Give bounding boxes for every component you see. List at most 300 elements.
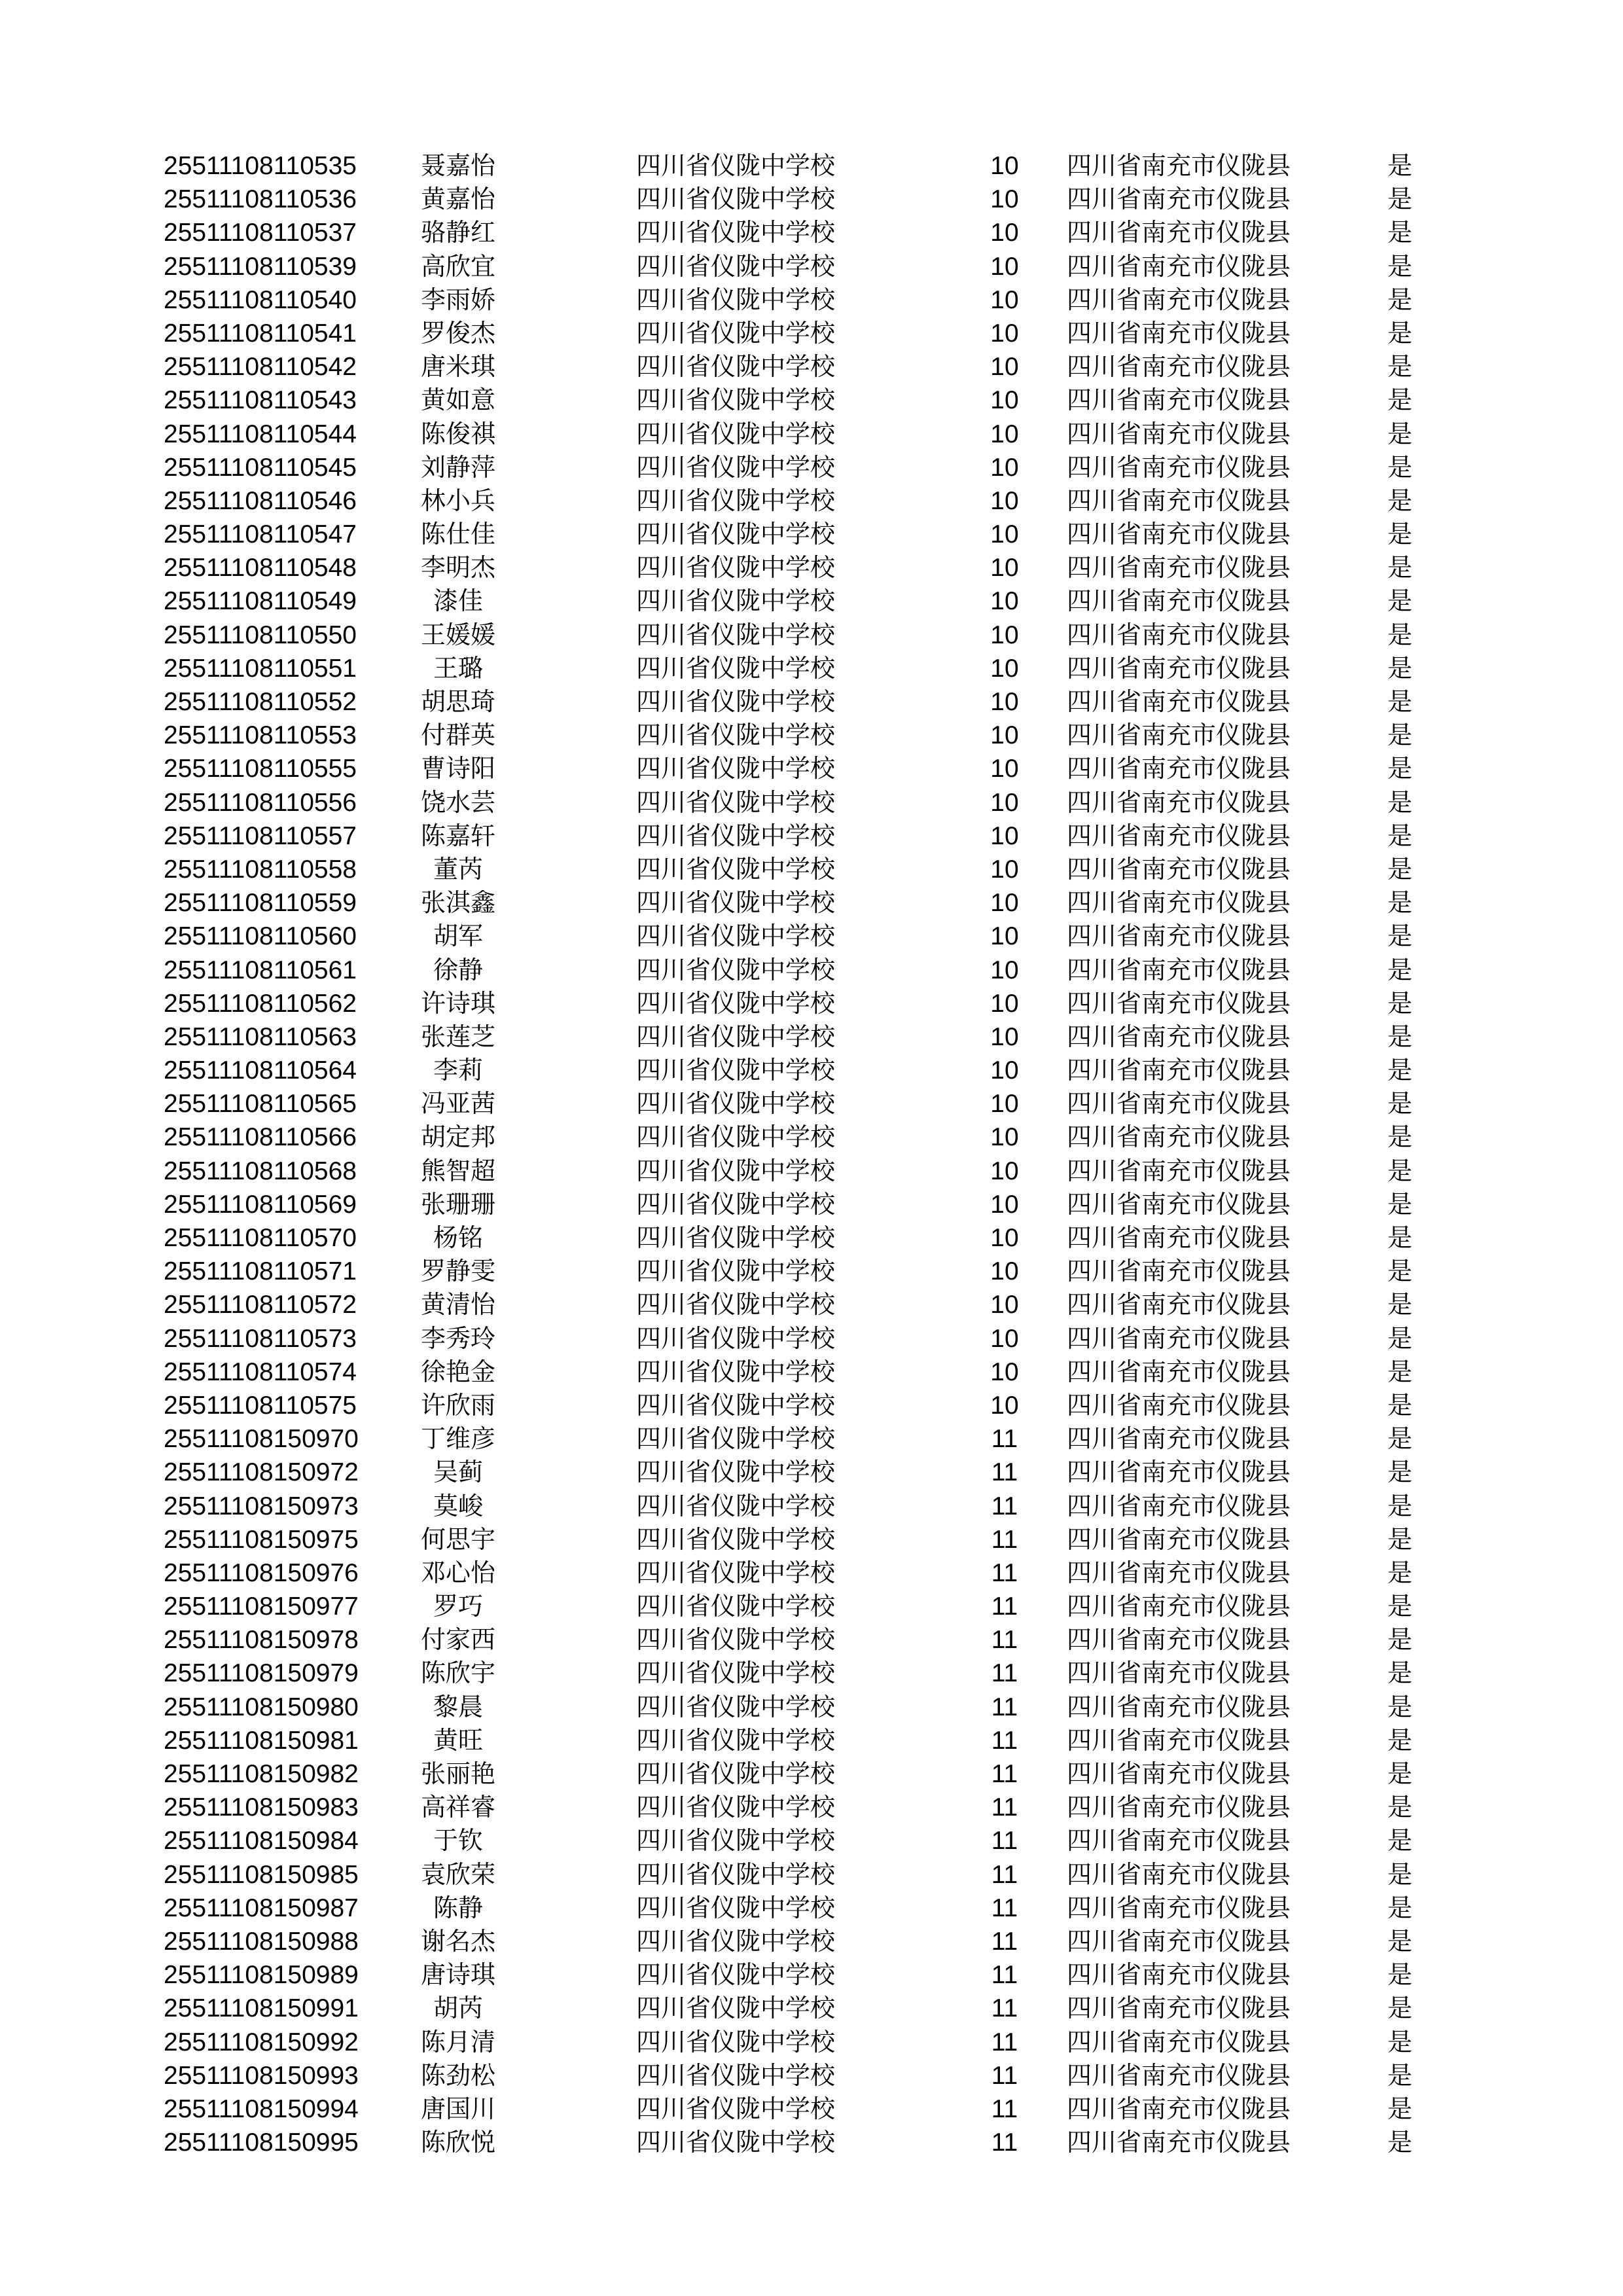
table-row xyxy=(0,1523,1623,1556)
school-cell: 四川省仪陇中学校 xyxy=(636,1592,836,1621)
flag-cell: 是 xyxy=(1387,1826,1413,1856)
table-row xyxy=(0,451,1623,484)
grade-cell: 10 xyxy=(990,219,1019,247)
student-name-cell: 胡芮 xyxy=(433,1994,483,2023)
table-row xyxy=(0,1925,1623,1958)
region-cell: 四川省南充市仪陇县 xyxy=(1067,2027,1291,2056)
flag-cell: 是 xyxy=(1387,1893,1413,1922)
flag-cell: 是 xyxy=(1387,1859,1413,1889)
school-cell: 四川省仪陇中学校 xyxy=(636,1859,836,1889)
student-id-cell: 25511108110555 xyxy=(164,755,357,783)
school-cell: 四川省仪陇中学校 xyxy=(636,419,836,448)
grade-cell: 11 xyxy=(991,2128,1018,2157)
grade-cell: 11 xyxy=(991,1793,1018,1822)
school-cell: 四川省仪陇中学校 xyxy=(636,1357,836,1386)
student-name-cell: 唐国川 xyxy=(420,2094,495,2123)
flag-cell: 是 xyxy=(1387,1189,1413,1219)
grade-cell: 11 xyxy=(991,1626,1018,1655)
student-name-cell: 陈月清 xyxy=(420,2027,495,2056)
grade-cell: 10 xyxy=(990,889,1019,918)
flag-cell: 是 xyxy=(1387,888,1413,918)
grade-cell: 10 xyxy=(990,1224,1019,1252)
student-name-cell: 邓心怡 xyxy=(420,1558,495,1587)
student-id-cell: 25511108110570 xyxy=(164,1224,357,1252)
school-cell: 四川省仪陇中学校 xyxy=(636,1960,836,1990)
flag-cell: 是 xyxy=(1387,787,1413,817)
region-cell: 四川省南充市仪陇县 xyxy=(1067,1390,1291,1420)
table-row xyxy=(0,1121,1623,1154)
student-name-cell: 张莲芝 xyxy=(420,1022,495,1051)
student-name-cell: 吴蓟 xyxy=(433,1458,483,1487)
student-name-cell: 唐米琪 xyxy=(420,352,495,382)
flag-cell: 是 xyxy=(1387,1491,1413,1520)
flag-cell: 是 xyxy=(1387,1793,1413,1822)
student-id-cell: 25511108110571 xyxy=(164,1257,357,1286)
student-name-cell: 冯亚茜 xyxy=(420,1089,495,1119)
school-cell: 四川省仪陇中学校 xyxy=(636,1189,836,1219)
student-name-cell: 许诗琪 xyxy=(420,988,495,1018)
student-id-cell: 25511108110540 xyxy=(164,285,357,314)
student-name-cell: 何思宇 xyxy=(420,1524,495,1554)
school-cell: 四川省仪陇中学校 xyxy=(636,754,836,783)
school-cell: 四川省仪陇中学校 xyxy=(636,520,836,549)
student-name-cell: 许欣雨 xyxy=(420,1390,495,1420)
school-cell: 四川省仪陇中学校 xyxy=(636,1458,836,1487)
flag-cell: 是 xyxy=(1387,185,1413,214)
grade-cell: 10 xyxy=(990,1291,1019,1319)
table-row xyxy=(0,719,1623,752)
school-cell: 四川省仪陇中学校 xyxy=(636,721,836,750)
table-row xyxy=(0,149,1623,183)
flag-cell: 是 xyxy=(1387,1926,1413,1956)
student-id-cell: 25511108110559 xyxy=(164,889,357,918)
flag-cell: 是 xyxy=(1387,620,1413,649)
table-row xyxy=(0,350,1623,384)
school-cell: 四川省仪陇中学校 xyxy=(636,1022,836,1051)
student-id-cell: 25511108150975 xyxy=(164,1525,359,1554)
student-name-cell: 李莉 xyxy=(433,1056,483,1085)
student-id-cell: 25511108150993 xyxy=(164,2061,359,2090)
region-cell: 四川省南充市仪陇县 xyxy=(1067,1056,1291,1085)
student-id-cell: 25511108150976 xyxy=(164,1558,359,1587)
student-name-cell: 胡定邦 xyxy=(420,1122,495,1152)
region-cell: 四川省南充市仪陇县 xyxy=(1067,1859,1291,1889)
flag-cell: 是 xyxy=(1387,854,1413,884)
flag-cell: 是 xyxy=(1387,218,1413,247)
student-name-cell: 李雨娇 xyxy=(420,285,495,314)
table-row xyxy=(0,1958,1623,1992)
grade-cell: 10 xyxy=(990,554,1019,583)
student-id-cell: 25511108110548 xyxy=(164,554,357,583)
school-cell: 四川省仪陇中学校 xyxy=(636,922,836,951)
student-name-cell: 莫峻 xyxy=(433,1491,483,1520)
region-cell: 四川省南充市仪陇县 xyxy=(1067,1122,1291,1152)
flag-cell: 是 xyxy=(1387,1056,1413,1085)
school-cell: 四川省仪陇中学校 xyxy=(636,620,836,649)
grade-cell: 11 xyxy=(991,1726,1018,1755)
region-cell: 四川省南充市仪陇县 xyxy=(1067,1725,1291,1755)
region-cell: 四川省南充市仪陇县 xyxy=(1067,285,1291,314)
school-cell: 四川省仪陇中学校 xyxy=(636,955,836,984)
student-id-cell: 25511108110573 xyxy=(164,1324,357,1353)
grade-cell: 10 xyxy=(990,922,1019,951)
student-name-cell: 林小兵 xyxy=(420,486,495,515)
student-id-cell: 25511108110566 xyxy=(164,1123,357,1152)
table-row xyxy=(0,1757,1623,1791)
school-cell: 四川省仪陇中学校 xyxy=(636,2094,836,2123)
grade-cell: 10 xyxy=(990,185,1019,214)
school-cell: 四川省仪陇中学校 xyxy=(636,1926,836,1956)
grade-cell: 11 xyxy=(991,1927,1018,1956)
region-cell: 四川省南充市仪陇县 xyxy=(1067,1625,1291,1655)
grade-cell: 10 xyxy=(990,319,1019,348)
student-name-cell: 董芮 xyxy=(433,854,483,884)
school-cell: 四川省仪陇中学校 xyxy=(636,1390,836,1420)
student-name-cell: 谢名杰 xyxy=(420,1926,495,1956)
student-name-cell: 王璐 xyxy=(433,653,483,683)
student-id-cell: 25511108110572 xyxy=(164,1291,357,1319)
flag-cell: 是 xyxy=(1387,1458,1413,1487)
grade-cell: 10 xyxy=(990,1190,1019,1219)
student-id-cell: 25511108110535 xyxy=(164,152,357,180)
region-cell: 四川省南充市仪陇县 xyxy=(1067,1893,1291,1922)
grade-cell: 10 xyxy=(990,821,1019,850)
region-cell: 四川省南充市仪陇县 xyxy=(1067,1592,1291,1621)
student-id-cell: 25511108110575 xyxy=(164,1391,357,1420)
student-id-cell: 25511108110562 xyxy=(164,989,357,1018)
table-row xyxy=(0,819,1623,853)
flag-cell: 是 xyxy=(1387,1323,1413,1353)
student-name-cell: 徐艳金 xyxy=(420,1357,495,1386)
region-cell: 四川省南充市仪陇县 xyxy=(1067,1323,1291,1353)
region-cell: 四川省南充市仪陇县 xyxy=(1067,687,1291,716)
student-name-cell: 黄嘉怡 xyxy=(420,185,495,214)
grade-cell: 10 xyxy=(990,520,1019,549)
student-name-cell: 胡军 xyxy=(433,922,483,951)
table-row xyxy=(0,2126,1623,2159)
student-id-cell: 25511108110551 xyxy=(164,654,357,683)
grade-cell: 10 xyxy=(990,152,1019,180)
region-cell: 四川省南充市仪陇县 xyxy=(1067,1793,1291,1822)
student-id-cell: 25511108150983 xyxy=(164,1793,359,1822)
grade-cell: 10 xyxy=(990,420,1019,448)
region-cell: 四川省南充市仪陇县 xyxy=(1067,1692,1291,1721)
table-row xyxy=(0,2092,1623,2126)
grade-cell: 10 xyxy=(990,755,1019,783)
flag-cell: 是 xyxy=(1387,754,1413,783)
school-cell: 四川省仪陇中学校 xyxy=(636,1089,836,1119)
grade-cell: 10 xyxy=(990,989,1019,1018)
flag-cell: 是 xyxy=(1387,318,1413,348)
table-row xyxy=(0,987,1623,1020)
flag-cell: 是 xyxy=(1387,386,1413,415)
grade-cell: 10 xyxy=(990,285,1019,314)
flag-cell: 是 xyxy=(1387,1022,1413,1051)
school-cell: 四川省仪陇中学校 xyxy=(636,586,836,616)
school-cell: 四川省仪陇中学校 xyxy=(636,1625,836,1655)
table-row xyxy=(0,1858,1623,1892)
student-id-cell: 25511108150980 xyxy=(164,1693,359,1721)
region-cell: 四川省南充市仪陇县 xyxy=(1067,1826,1291,1856)
student-id-cell: 25511108110545 xyxy=(164,453,357,482)
student-id-cell: 25511108110568 xyxy=(164,1157,357,1185)
table-row xyxy=(0,1087,1623,1121)
student-id-cell: 25511108110553 xyxy=(164,721,357,750)
student-id-cell: 25511108150989 xyxy=(164,1961,359,1990)
flag-cell: 是 xyxy=(1387,821,1413,850)
student-id-cell: 25511108110564 xyxy=(164,1056,357,1085)
school-cell: 四川省仪陇中学校 xyxy=(636,553,836,583)
student-name-cell: 付群英 xyxy=(420,721,495,750)
student-id-cell: 25511108110539 xyxy=(164,252,357,281)
table-row xyxy=(0,1824,1623,1857)
region-cell: 四川省南充市仪陇县 xyxy=(1067,653,1291,683)
table-row xyxy=(0,1221,1623,1255)
flag-cell: 是 xyxy=(1387,486,1413,515)
table-row xyxy=(0,1657,1623,1690)
grade-cell: 10 xyxy=(990,353,1019,382)
student-id-cell: 25511108150978 xyxy=(164,1626,359,1655)
school-cell: 四川省仪陇中学校 xyxy=(636,1323,836,1353)
grade-cell: 11 xyxy=(991,1592,1018,1621)
region-cell: 四川省南充市仪陇县 xyxy=(1067,787,1291,817)
student-id-cell: 25511108110563 xyxy=(164,1022,357,1051)
region-cell: 四川省南充市仪陇县 xyxy=(1067,1659,1291,1688)
school-cell: 四川省仪陇中学校 xyxy=(636,854,836,884)
student-id-cell: 25511108150982 xyxy=(164,1760,359,1788)
student-id-cell: 25511108110547 xyxy=(164,520,357,549)
student-id-cell: 25511108110550 xyxy=(164,620,357,649)
student-name-cell: 饶水芸 xyxy=(420,787,495,817)
student-id-cell: 25511108150994 xyxy=(164,2094,359,2123)
table-row xyxy=(0,484,1623,518)
region-cell: 四川省南充市仪陇县 xyxy=(1067,1189,1291,1219)
flag-cell: 是 xyxy=(1387,653,1413,683)
grade-cell: 11 xyxy=(991,1893,1018,1922)
grade-cell: 11 xyxy=(991,1525,1018,1554)
grade-cell: 10 xyxy=(990,654,1019,683)
grade-cell: 10 xyxy=(990,620,1019,649)
school-cell: 四川省仪陇中学校 xyxy=(636,1223,836,1252)
table-row xyxy=(0,384,1623,417)
flag-cell: 是 xyxy=(1387,586,1413,616)
student-name-cell: 陈俊祺 xyxy=(420,419,495,448)
school-cell: 四川省仪陇中学校 xyxy=(636,1122,836,1152)
flag-cell: 是 xyxy=(1387,1994,1413,2023)
data-table xyxy=(0,149,1623,2159)
region-cell: 四川省南充市仪陇县 xyxy=(1067,1960,1291,1990)
flag-cell: 是 xyxy=(1387,285,1413,314)
student-id-cell: 25511108150979 xyxy=(164,1659,359,1688)
flag-cell: 是 xyxy=(1387,1960,1413,1990)
student-id-cell: 25511108110574 xyxy=(164,1357,357,1386)
school-cell: 四川省仪陇中学校 xyxy=(636,285,836,314)
region-cell: 四川省南充市仪陇县 xyxy=(1067,151,1291,180)
flag-cell: 是 xyxy=(1387,687,1413,716)
flag-cell: 是 xyxy=(1387,352,1413,382)
student-name-cell: 罗静雯 xyxy=(420,1257,495,1286)
region-cell: 四川省南充市仪陇县 xyxy=(1067,218,1291,247)
school-cell: 四川省仪陇中学校 xyxy=(636,386,836,415)
student-name-cell: 张丽艳 xyxy=(420,1759,495,1788)
region-cell: 四川省南充市仪陇县 xyxy=(1067,1290,1291,1319)
table-row xyxy=(0,1892,1623,1925)
school-cell: 四川省仪陇中学校 xyxy=(636,151,836,180)
region-cell: 四川省南充市仪陇县 xyxy=(1067,586,1291,616)
table-row xyxy=(0,1623,1623,1657)
school-cell: 四川省仪陇中学校 xyxy=(636,1056,836,1085)
school-cell: 四川省仪陇中学校 xyxy=(636,2027,836,2056)
school-cell: 四川省仪陇中学校 xyxy=(636,787,836,817)
table-row xyxy=(0,183,1623,216)
grade-cell: 10 xyxy=(990,688,1019,716)
table-row xyxy=(0,886,1623,920)
table-row xyxy=(0,1992,1623,2025)
region-cell: 四川省南充市仪陇县 xyxy=(1067,922,1291,951)
flag-cell: 是 xyxy=(1387,1424,1413,1454)
student-id-cell: 25511108110537 xyxy=(164,219,357,247)
region-cell: 四川省南充市仪陇县 xyxy=(1067,888,1291,918)
flag-cell: 是 xyxy=(1387,1089,1413,1119)
student-name-cell: 袁欣荣 xyxy=(420,1859,495,1889)
table-row xyxy=(0,1322,1623,1355)
grade-cell: 11 xyxy=(991,1860,1018,1889)
table-row xyxy=(0,584,1623,618)
grade-cell: 10 xyxy=(990,855,1019,884)
region-cell: 四川省南充市仪陇县 xyxy=(1067,1524,1291,1554)
table-row xyxy=(0,317,1623,350)
student-name-cell: 聂嘉怡 xyxy=(420,151,495,180)
student-id-cell: 25511108150992 xyxy=(164,2028,359,2056)
grade-cell: 10 xyxy=(990,1391,1019,1420)
region-cell: 四川省南充市仪陇县 xyxy=(1067,1994,1291,2023)
region-cell: 四川省南充市仪陇县 xyxy=(1067,553,1291,583)
grade-cell: 11 xyxy=(991,1827,1018,1856)
student-id-cell: 25511108150988 xyxy=(164,1927,359,1956)
student-id-cell: 25511108150987 xyxy=(164,1893,359,1922)
school-cell: 四川省仪陇中学校 xyxy=(636,1692,836,1721)
table-row xyxy=(0,1288,1623,1321)
student-name-cell: 李秀玲 xyxy=(420,1323,495,1353)
flag-cell: 是 xyxy=(1387,1357,1413,1386)
school-cell: 四川省仪陇中学校 xyxy=(636,1424,836,1454)
flag-cell: 是 xyxy=(1387,520,1413,549)
table-row xyxy=(0,1155,1623,1188)
flag-cell: 是 xyxy=(1387,2060,1413,2090)
grade-cell: 11 xyxy=(991,2061,1018,2090)
region-cell: 四川省南充市仪陇县 xyxy=(1067,1458,1291,1487)
table-row xyxy=(0,2026,1623,2059)
table-row xyxy=(0,920,1623,953)
school-cell: 四川省仪陇中学校 xyxy=(636,888,836,918)
region-cell: 四川省南充市仪陇县 xyxy=(1067,520,1291,549)
grade-cell: 10 xyxy=(990,453,1019,482)
student-id-cell: 25511108150977 xyxy=(164,1592,359,1621)
grade-cell: 11 xyxy=(991,1760,1018,1788)
flag-cell: 是 xyxy=(1387,1625,1413,1655)
student-name-cell: 王媛媛 xyxy=(420,620,495,649)
region-cell: 四川省南充市仪陇县 xyxy=(1067,318,1291,348)
school-cell: 四川省仪陇中学校 xyxy=(636,1793,836,1822)
student-id-cell: 25511108110561 xyxy=(164,956,357,984)
student-name-cell: 黄旺 xyxy=(433,1725,483,1755)
table-row xyxy=(0,1556,1623,1590)
grade-cell: 10 xyxy=(990,721,1019,750)
student-name-cell: 陈劲松 xyxy=(420,2060,495,2090)
student-id-cell: 25511108110556 xyxy=(164,788,357,817)
flag-cell: 是 xyxy=(1387,2128,1413,2157)
region-cell: 四川省南充市仪陇县 xyxy=(1067,821,1291,850)
table-row xyxy=(0,1490,1623,1523)
region-cell: 四川省南充市仪陇县 xyxy=(1067,955,1291,984)
region-cell: 四川省南充市仪陇县 xyxy=(1067,2128,1291,2157)
school-cell: 四川省仪陇中学校 xyxy=(636,185,836,214)
grade-cell: 10 xyxy=(990,252,1019,281)
school-cell: 四川省仪陇中学校 xyxy=(636,2060,836,2090)
school-cell: 四川省仪陇中学校 xyxy=(636,452,836,482)
grade-cell: 11 xyxy=(991,1659,1018,1688)
table-row xyxy=(0,853,1623,886)
grade-cell: 10 xyxy=(990,1123,1019,1152)
flag-cell: 是 xyxy=(1387,1257,1413,1286)
grade-cell: 10 xyxy=(990,386,1019,415)
flag-cell: 是 xyxy=(1387,1692,1413,1721)
grade-cell: 11 xyxy=(991,2094,1018,2123)
student-name-cell: 张淇鑫 xyxy=(420,888,495,918)
student-name-cell: 胡思琦 xyxy=(420,687,495,716)
region-cell: 四川省南充市仪陇县 xyxy=(1067,386,1291,415)
school-cell: 四川省仪陇中学校 xyxy=(636,653,836,683)
region-cell: 四川省南充市仪陇县 xyxy=(1067,2094,1291,2123)
table-row xyxy=(0,752,1623,785)
region-cell: 四川省南充市仪陇县 xyxy=(1067,854,1291,884)
region-cell: 四川省南充市仪陇县 xyxy=(1067,419,1291,448)
table-row xyxy=(0,1456,1623,1489)
student-name-cell: 刘静萍 xyxy=(420,452,495,482)
school-cell: 四川省仪陇中学校 xyxy=(636,821,836,850)
grade-cell: 11 xyxy=(991,1458,1018,1487)
student-id-cell: 25511108110544 xyxy=(164,420,357,448)
school-cell: 四川省仪陇中学校 xyxy=(636,1558,836,1587)
region-cell: 四川省南充市仪陇县 xyxy=(1067,185,1291,214)
table-row xyxy=(0,652,1623,685)
flag-cell: 是 xyxy=(1387,1390,1413,1420)
student-name-cell: 罗巧 xyxy=(433,1592,483,1621)
student-id-cell: 25511108110565 xyxy=(164,1090,357,1119)
school-cell: 四川省仪陇中学校 xyxy=(636,988,836,1018)
table-row xyxy=(0,619,1623,652)
flag-cell: 是 xyxy=(1387,2027,1413,2056)
student-name-cell: 张珊珊 xyxy=(420,1189,495,1219)
grade-cell: 10 xyxy=(990,486,1019,515)
flag-cell: 是 xyxy=(1387,419,1413,448)
flag-cell: 是 xyxy=(1387,2094,1413,2123)
table-row xyxy=(0,1389,1623,1422)
grade-cell: 11 xyxy=(991,1558,1018,1587)
flag-cell: 是 xyxy=(1387,1592,1413,1621)
flag-cell: 是 xyxy=(1387,955,1413,984)
grade-cell: 10 xyxy=(990,956,1019,984)
student-name-cell: 于钦 xyxy=(433,1826,483,1856)
school-cell: 四川省仪陇中学校 xyxy=(636,1893,836,1922)
region-cell: 四川省南充市仪陇县 xyxy=(1067,1491,1291,1520)
flag-cell: 是 xyxy=(1387,1558,1413,1587)
table-row xyxy=(0,518,1623,551)
flag-cell: 是 xyxy=(1387,553,1413,583)
grade-cell: 11 xyxy=(991,1425,1018,1454)
student-id-cell: 25511108110557 xyxy=(164,821,357,850)
student-name-cell: 骆静红 xyxy=(420,218,495,247)
